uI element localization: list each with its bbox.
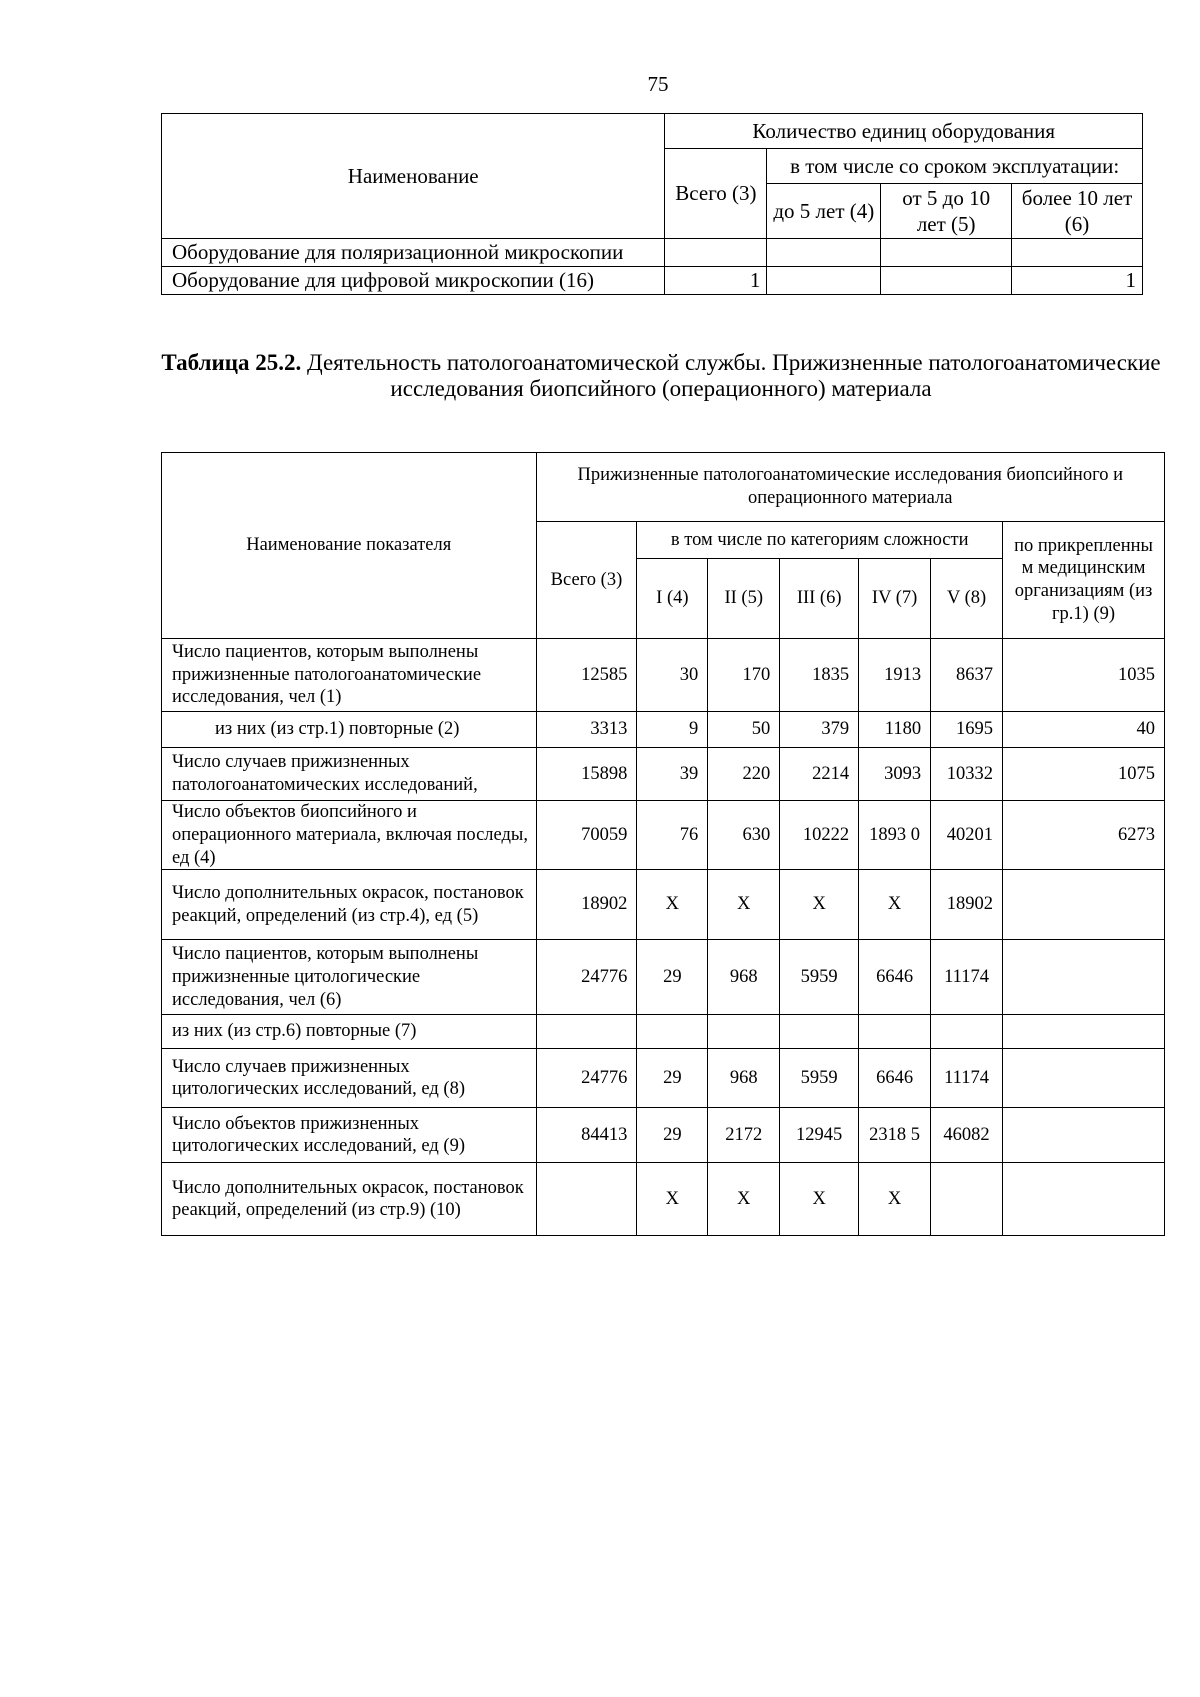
table-row: [162, 801, 1165, 870]
cell-cat5: 11174: [931, 1049, 1003, 1108]
cell-cat3: 5959: [780, 940, 859, 1015]
cell-cat1: 29: [637, 1108, 708, 1163]
cell-cat5: 1695: [931, 712, 1003, 748]
cell-cat2: 968: [708, 1049, 780, 1108]
cell-cat1: [637, 1015, 708, 1049]
cell-cat3: 379: [780, 712, 859, 748]
cell-total: 15898: [536, 748, 637, 801]
cell-cat1: 9: [637, 712, 708, 748]
cell-cat3: 2214: [780, 748, 859, 801]
table-row: [162, 1163, 1165, 1236]
cell-cat2: X: [708, 1163, 780, 1236]
cell-cat3: 10222: [780, 801, 859, 870]
cell-attached: [1003, 1163, 1165, 1236]
table-row: [162, 1049, 1165, 1108]
cell-total: 24776: [536, 1049, 637, 1108]
header-including: в том числе со сроком эксплуатации:: [767, 149, 1143, 184]
header-total: Всего (3): [665, 149, 767, 239]
cell-cat2: 2172: [708, 1108, 780, 1163]
cell-total: 70059: [536, 801, 637, 870]
header-total: Всего (3): [536, 522, 637, 639]
table-row: [162, 870, 1165, 940]
cell-under5: [767, 239, 881, 267]
cell-cat1: X: [637, 1163, 708, 1236]
cell-attached: 40: [1003, 712, 1165, 748]
cell-cat5: 10332: [931, 748, 1003, 801]
row-name: Число объектов биопсийного и операционного материала, включая последы, ед (4): [162, 801, 537, 870]
row-name: Число дополнительных окрасок, постановок реакций, определений (из стр.4), ед (5): [162, 870, 537, 940]
row-name: из них (из стр.6) повторные (7): [162, 1015, 537, 1049]
table-row: [162, 239, 1143, 267]
cell-under5: [767, 267, 881, 295]
cell-cat4: 1913: [859, 639, 931, 712]
row-name: из них (из стр.1) повторные (2): [162, 712, 537, 748]
cell-total: 1: [665, 267, 767, 295]
table-row: [162, 1108, 1165, 1163]
cell-cat4: 6646: [859, 940, 931, 1015]
header-cat4: IV (7): [859, 559, 931, 639]
caption-title: Деятельность патологоанатомической службы. Прижизненные патологоанатомические исследования биопсийного (операционного) материала: [301, 350, 1161, 401]
cell-cat2: 630: [708, 801, 780, 870]
header-under5: до 5 лет (4): [767, 184, 881, 239]
cell-attached: 1075: [1003, 748, 1165, 801]
cell-cat5: 18902: [931, 870, 1003, 940]
row-name: Число дополнительных окрасок, постановок реакций, определений (из стр.9) (10): [162, 1163, 537, 1236]
cell-cat3: 12945: [780, 1108, 859, 1163]
cell-total: 3313: [536, 712, 637, 748]
cell-cat5: 11174: [931, 940, 1003, 1015]
cell-cat4: 3093: [859, 748, 931, 801]
cell-over10: 1: [1012, 267, 1143, 295]
cell-cat5: 40201: [931, 801, 1003, 870]
table-row: [162, 1015, 1165, 1049]
cell-cat3: 1835: [780, 639, 859, 712]
header-cat5: V (8): [931, 559, 1003, 639]
table-row: [162, 748, 1165, 801]
cell-cat3: X: [780, 870, 859, 940]
page-number: 75: [647, 72, 669, 96]
cell-cat1: 29: [637, 1049, 708, 1108]
cell-cat2: [708, 1015, 780, 1049]
pathology-table: [161, 452, 1165, 1236]
cell-from5to10: [881, 239, 1012, 267]
cell-cat3: 5959: [780, 1049, 859, 1108]
header-name: Наименование: [162, 114, 665, 239]
cell-cat4: X: [859, 1163, 931, 1236]
cell-over10: [1012, 239, 1143, 267]
cell-cat4: 1180: [859, 712, 931, 748]
row-name: Число пациентов, которым выполнены прижизненные патологоанатомические исследования, чел (1): [162, 639, 537, 712]
cell-attached: [1003, 870, 1165, 940]
row-name: Число случаев прижизненных цитологических исследований, ед (8): [162, 1049, 537, 1108]
cell-total: 18902: [536, 870, 637, 940]
cell-attached: 6273: [1003, 801, 1165, 870]
table-row: [162, 267, 1143, 295]
header-cat2: II (5): [708, 559, 780, 639]
cell-total: [665, 239, 767, 267]
cell-total: [536, 1015, 637, 1049]
cell-cat4: 2318 5: [859, 1108, 931, 1163]
header-by-category: в том числе по категориям сложности: [637, 522, 1003, 559]
row-name: Оборудование для поляризационной микроскопии: [162, 239, 665, 267]
table-row: [162, 712, 1165, 748]
cell-cat1: 29: [637, 940, 708, 1015]
cell-cat3: X: [780, 1163, 859, 1236]
cell-cat2: 50: [708, 712, 780, 748]
row-name: Число пациентов, которым выполнены прижизненные цитологические исследования, чел (6): [162, 940, 537, 1015]
row-name: Число случаев прижизненных патологоанатомических исследований,: [162, 748, 537, 801]
header-attached: по прикрепленны м медицинским организациям (из гр.1) (9): [1003, 522, 1165, 639]
cell-cat1: 39: [637, 748, 708, 801]
header-over10: более 10 лет (6): [1012, 184, 1143, 239]
cell-from5to10: [881, 267, 1012, 295]
cell-cat4: [859, 1015, 931, 1049]
header-cat3: III (6): [780, 559, 859, 639]
cell-total: 84413: [536, 1108, 637, 1163]
cell-cat2: 170: [708, 639, 780, 712]
cell-cat2: 968: [708, 940, 780, 1015]
table-row: [162, 940, 1165, 1015]
cell-cat2: 220: [708, 748, 780, 801]
cell-cat5: [931, 1163, 1003, 1236]
table-caption: [161, 350, 1161, 402]
row-name: Число объектов прижизненных цитологических исследований, ед (9): [162, 1108, 537, 1163]
cell-cat4: 1893 0: [859, 801, 931, 870]
cell-cat5: 8637: [931, 639, 1003, 712]
cell-attached: [1003, 1108, 1165, 1163]
cell-cat5: [931, 1015, 1003, 1049]
cell-attached: 1035: [1003, 639, 1165, 712]
cell-attached: [1003, 940, 1165, 1015]
cell-total: 12585: [536, 639, 637, 712]
cell-cat2: X: [708, 870, 780, 940]
cell-cat4: 6646: [859, 1049, 931, 1108]
cell-total: 24776: [536, 940, 637, 1015]
cell-cat1: 76: [637, 801, 708, 870]
header-cat1: I (4): [637, 559, 708, 639]
row-name: Оборудование для цифровой микроскопии (16): [162, 267, 665, 295]
cell-cat3: [780, 1015, 859, 1049]
header-group: Прижизненные патологоанатомические исследования биопсийного и операционного материала: [536, 453, 1164, 522]
table-row: [162, 639, 1165, 712]
cell-attached: [1003, 1015, 1165, 1049]
cell-cat1: 30: [637, 639, 708, 712]
cell-cat1: X: [637, 870, 708, 940]
equipment-table: [161, 113, 1143, 295]
cell-cat4: X: [859, 870, 931, 940]
header-indicator: Наименование показателя: [162, 453, 537, 639]
cell-cat5: 46082: [931, 1108, 1003, 1163]
header-quantity: Количество единиц оборудования: [665, 114, 1143, 149]
cell-total: [536, 1163, 637, 1236]
header-from5to10: от 5 до 10 лет (5): [881, 184, 1012, 239]
caption-label: Таблица 25.2.: [161, 350, 302, 375]
cell-attached: [1003, 1049, 1165, 1108]
